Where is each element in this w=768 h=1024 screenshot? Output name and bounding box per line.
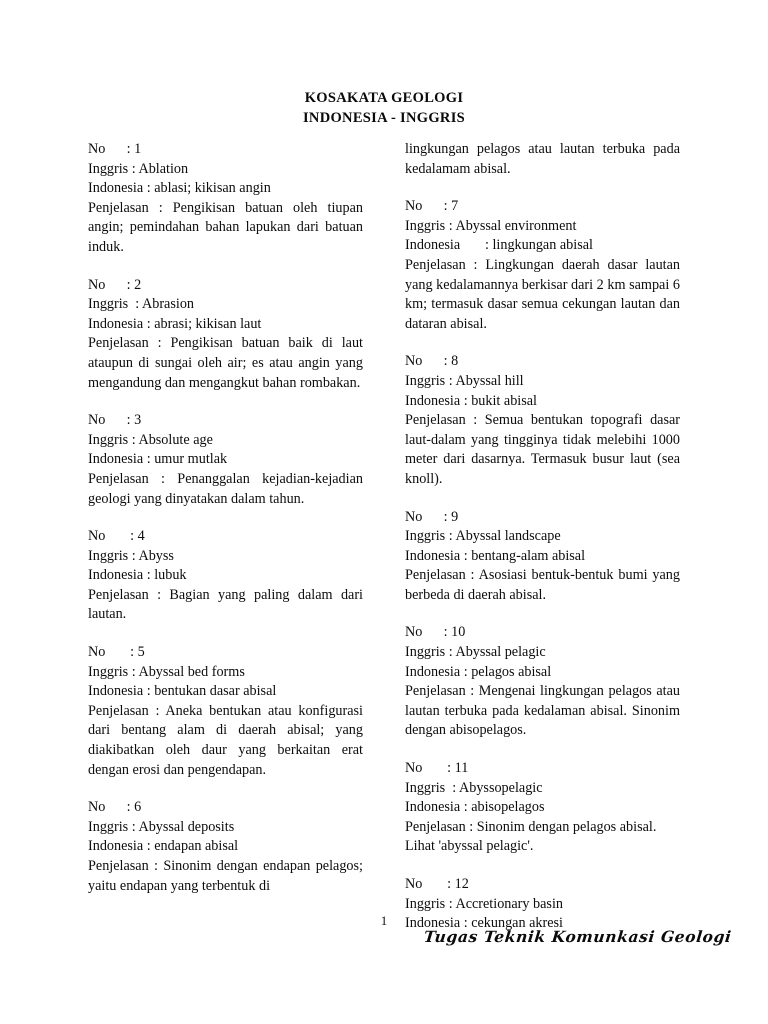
glossary-entry	[405, 623, 680, 741]
left-column	[88, 140, 363, 896]
entry-explanation: Penjelasan : Lingkungan daerah dasar lautan yang kedalamannya berkisar dari 2 km sampai 6 km; termasuk dasar semua cekungan lautan dan dataran abisal.	[405, 256, 680, 332]
entry-english: Inggris : Abyssal environment	[405, 217, 577, 234]
entry-number: No : 12	[405, 876, 469, 892]
entry-explanation: Penjelasan : Pengikisan batuan baik di laut ataupun di sungai oleh air; es atau angin yang mengandung dan mengangkut bahan rombakan.	[88, 335, 363, 391]
entry-english: Inggris : Abyssal deposits	[88, 818, 235, 835]
entry-indonesian: Indonesia : endapan abisal	[88, 838, 239, 855]
entry-explanation: Penjelasan : Aneka bentukan atau konfigurasi dari bentang alam di daerah abisal; yang diakibatkan oleh daur yang berkaitan erat dengan erosi dan pengendapan.	[88, 702, 363, 778]
entry-explanation-continuation: lingkungan pelagos atau lautan terbuka pada kedalamam abisal.	[405, 141, 680, 177]
glossary-columns	[88, 140, 680, 932]
entry-indonesian: Indonesia : bukit abisal	[405, 392, 537, 409]
entry-indonesian: Indonesia : pelagos abisal	[405, 663, 552, 680]
entry-english: Inggris : Abyssopelagic	[405, 779, 543, 796]
entry-number: No : 8	[405, 353, 459, 370]
entry-number: No : 2	[88, 276, 142, 293]
entry-number: No : 7	[405, 198, 459, 215]
entry-english: Inggris : Abyssal bed forms	[88, 663, 245, 680]
entry-english: Inggris : Ablation	[88, 160, 189, 177]
entry-indonesian: Indonesia : bentukan dasar abisal	[88, 683, 277, 700]
glossary-entry	[88, 643, 363, 780]
entry-number: No : 5	[88, 644, 145, 661]
entry-number: No : 9	[405, 508, 459, 525]
entry-indonesian: Indonesia : bentang-alam abisal	[405, 547, 586, 564]
page-number: 1	[380, 913, 388, 928]
entry-english: Inggris : Abyssal landscape	[405, 528, 561, 545]
glossary-entry	[405, 352, 680, 489]
right-column	[405, 140, 680, 934]
entry-explanation: Penjelasan : Asosiasi bentuk-bentuk bumi yang berbeda di daerah abisal.	[405, 567, 680, 603]
entry-explanation: Penjelasan : Semua bentukan topografi dasar laut-dalam yang tingginya tidak melebihi 1000 meter dari dasarnya. Termasuk busur laut (sea knoll).	[405, 412, 680, 487]
entry-indonesian: Indonesia : cekungan akresi	[405, 915, 563, 932]
entry-number: No : 6	[88, 799, 142, 816]
entry-number: No : 4	[88, 528, 145, 545]
entry-english: Inggris : Abyssal pelagic	[405, 644, 546, 661]
entry-indonesian: Indonesia : lubuk	[88, 567, 187, 584]
glossary-entry	[88, 411, 363, 509]
glossary-entry	[88, 140, 363, 258]
entry-english: Inggris : Abyssal hill	[405, 372, 524, 389]
entry-explanation: Penjelasan : Mengenai lingkungan pelagos atau lautan terbuka pada kedalaman abisal. Sinonim dengan abisopelagos.	[405, 683, 680, 739]
entry-number: No : 11	[405, 760, 469, 777]
glossary-entry	[88, 527, 363, 625]
entry-english: Inggris : Absolute age	[88, 431, 213, 448]
entry-indonesian: Indonesia : ablasi; kikisan angin	[88, 180, 271, 197]
entry-explanation: Penjelasan : Penanggalan kejadian-kejadian geologi yang dinyatakan dalam tahun.	[88, 470, 363, 507]
entry-indonesian: Indonesia : umur mutlak	[88, 451, 228, 468]
title-line-primary: KOSAKATA GEOLOGI	[304, 90, 464, 106]
footer-signature: Tugas Teknik Komunkasi Geologi	[423, 927, 733, 946]
title-line-secondary: INDONESIA - INGGRIS	[302, 110, 465, 126]
entry-english: Inggris : Abrasion	[88, 296, 195, 313]
entry-english: Inggris : Abyss	[88, 547, 174, 564]
entry-english: Inggris : Accretionary basin	[405, 895, 563, 912]
entry-explanation: Penjelasan : Sinonim dengan pelagos abisal. Lihat 'abyssal pelagic'.	[405, 818, 657, 855]
glossary-entry	[405, 197, 680, 334]
entry-explanation: Penjelasan : Pengikisan batuan oleh tiupan angin; pemindahan bahan lapukan dari batuan induk.	[88, 199, 363, 255]
entry-indonesian: Indonesia : abrasi; kikisan laut	[88, 315, 262, 332]
entry-number: No : 10	[405, 624, 466, 641]
entry-explanation: Penjelasan : Bagian yang paling dalam dari lautan.	[88, 586, 363, 623]
entry-indonesian: Indonesia : abisopelagos	[405, 799, 545, 816]
glossary-entry	[88, 276, 363, 394]
entry-number: No : 1	[88, 141, 142, 157]
entry-indonesian: Indonesia : lingkungan abisal	[405, 237, 593, 254]
entry-number: No : 3	[88, 412, 142, 429]
glossary-entry	[405, 759, 680, 857]
entry-explanation: Penjelasan : Sinonim dengan endapan pelagos; yaitu endapan yang terbentuk di	[88, 858, 363, 894]
glossary-entry	[88, 798, 363, 896]
page-title	[0, 88, 768, 128]
glossary-entry	[405, 508, 680, 606]
